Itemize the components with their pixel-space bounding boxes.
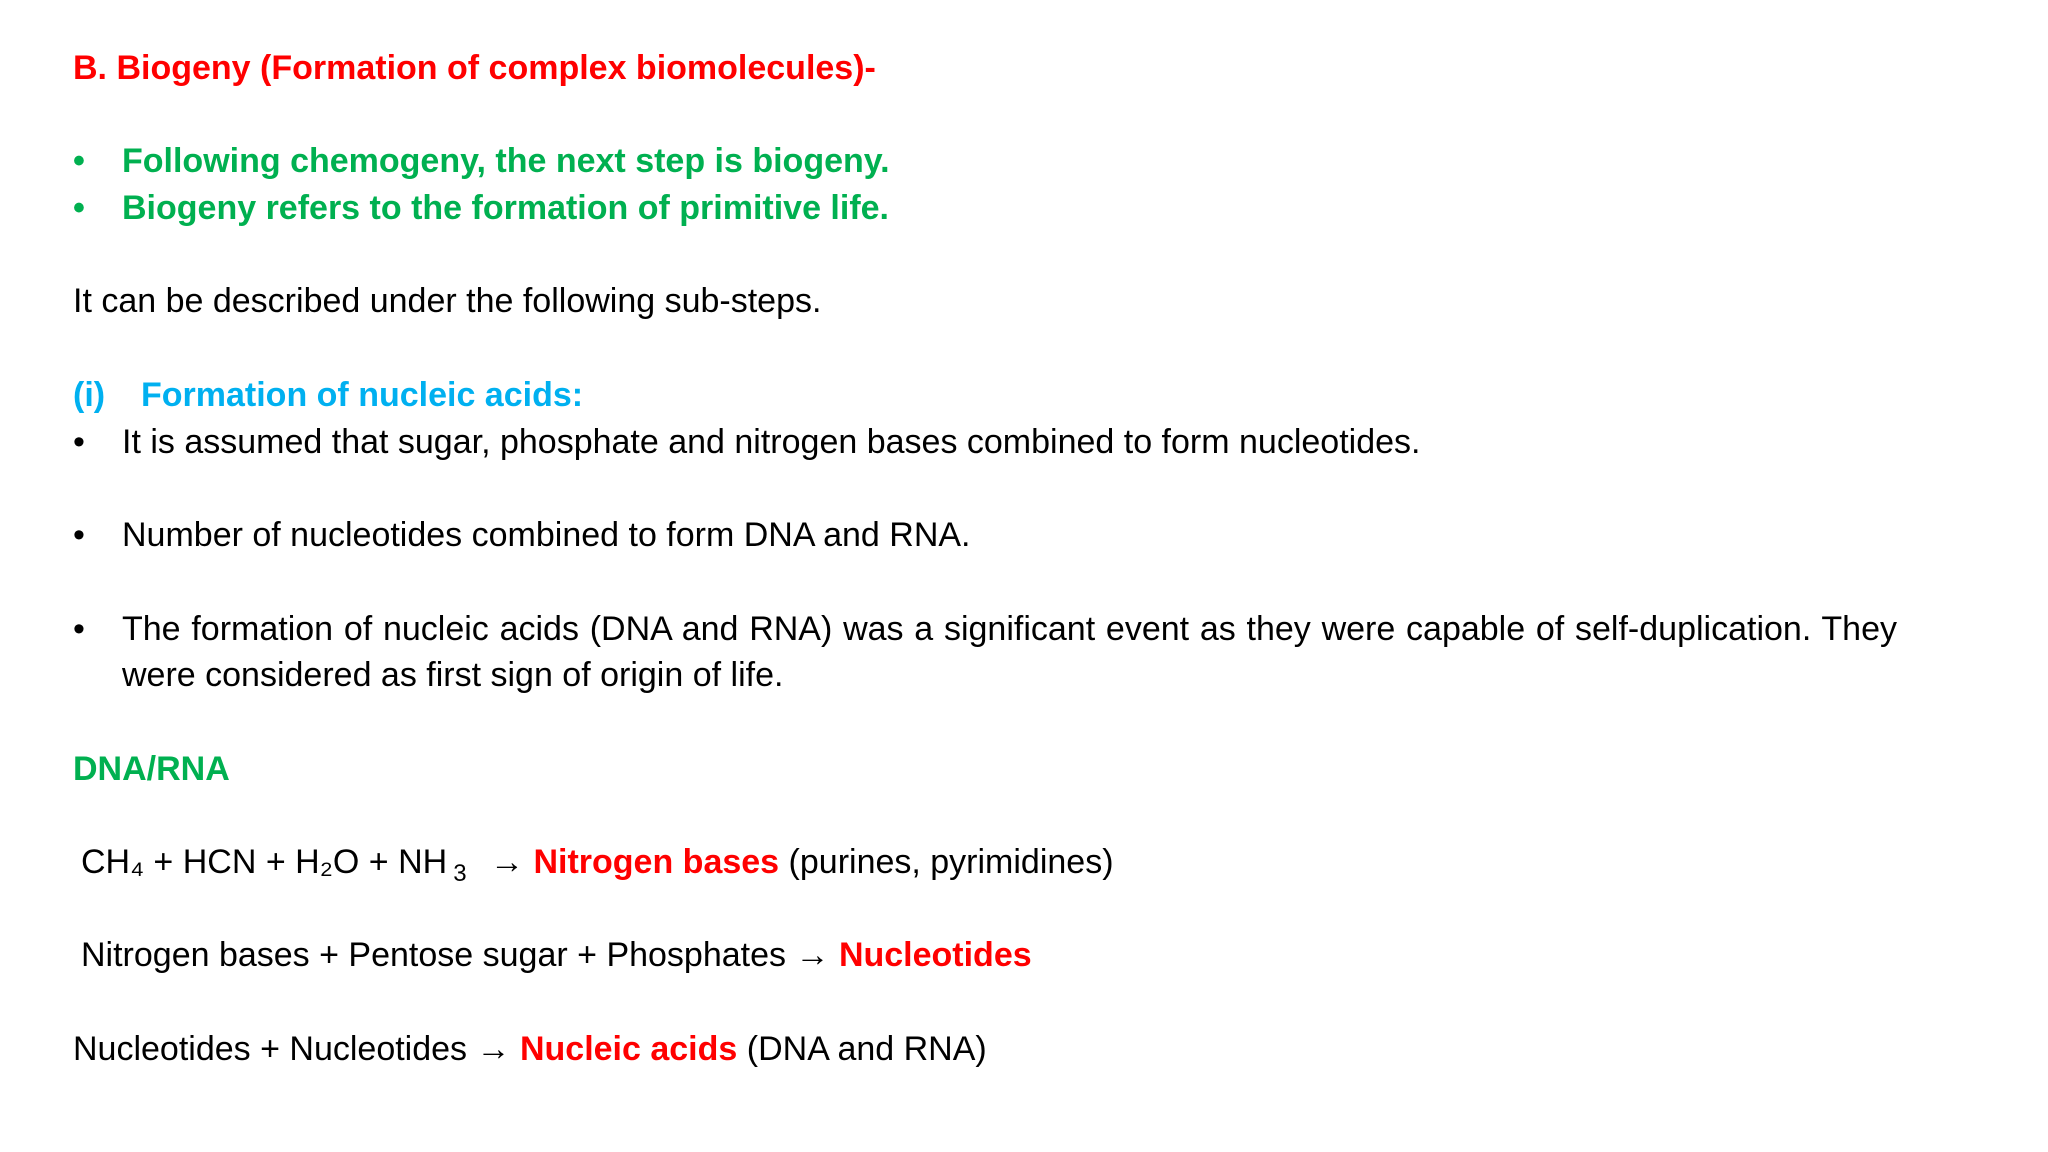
dna-rna-label: DNA/RNA	[73, 750, 230, 788]
equation-2	[81, 932, 1032, 978]
equation-1-reactants: CH₄ + HCN + H₂O + NH	[81, 843, 448, 881]
equation-3	[73, 1026, 987, 1072]
bullet-icon: •	[73, 423, 85, 461]
equation-3-reactants: Nucleotides + Nucleotides	[73, 1030, 468, 1068]
substep-heading	[73, 372, 583, 418]
point-1: It is assumed that sugar, phosphate and nitrogen bases combined to form nucleotides.	[122, 423, 1421, 461]
section-title: B. Biogeny (Formation of complex biomolecules)-	[73, 49, 876, 87]
equation-1-note: (purines, pyrimidines)	[788, 843, 1114, 881]
equation-2-product: Nucleotides	[838, 936, 1032, 974]
arrow-icon: →	[476, 1030, 511, 1068]
equation-3-note: (DNA and RNA)	[746, 1030, 987, 1068]
arrow-icon: →	[490, 843, 525, 881]
description-text: It can be described under the following sub-steps.	[73, 282, 822, 320]
intro-bullet-2: Biogeny refers to the formation of primitive life.	[122, 189, 889, 227]
arrow-icon: →	[795, 936, 830, 974]
point-3: The formation of nucleic acids (DNA and RNA) was a significant event as they were capable of self-duplication. They were considered as first sign of origin of life.	[122, 610, 1897, 694]
substep-title: Formation of nucleic acids:	[141, 376, 584, 414]
bullet-icon: •	[73, 189, 85, 227]
point-2: Number of nucleotides combined to form DNA and RNA.	[122, 516, 971, 554]
equation-1	[81, 839, 1114, 897]
substep-numeral: (i)	[73, 376, 106, 414]
equation-1-subscript: 3	[453, 860, 467, 887]
intro-bullet-1: Following chemogeny, the next step is biogeny.	[122, 142, 890, 180]
equation-3-product: Nucleic acids	[519, 1030, 738, 1068]
equation-1-product: Nitrogen bases	[533, 843, 780, 881]
equation-2-reactants: Nitrogen bases + Pentose sugar + Phosphates	[81, 936, 787, 974]
bullet-icon: •	[73, 142, 85, 180]
bullet-icon: •	[73, 516, 85, 554]
bullet-icon: •	[73, 610, 85, 648]
